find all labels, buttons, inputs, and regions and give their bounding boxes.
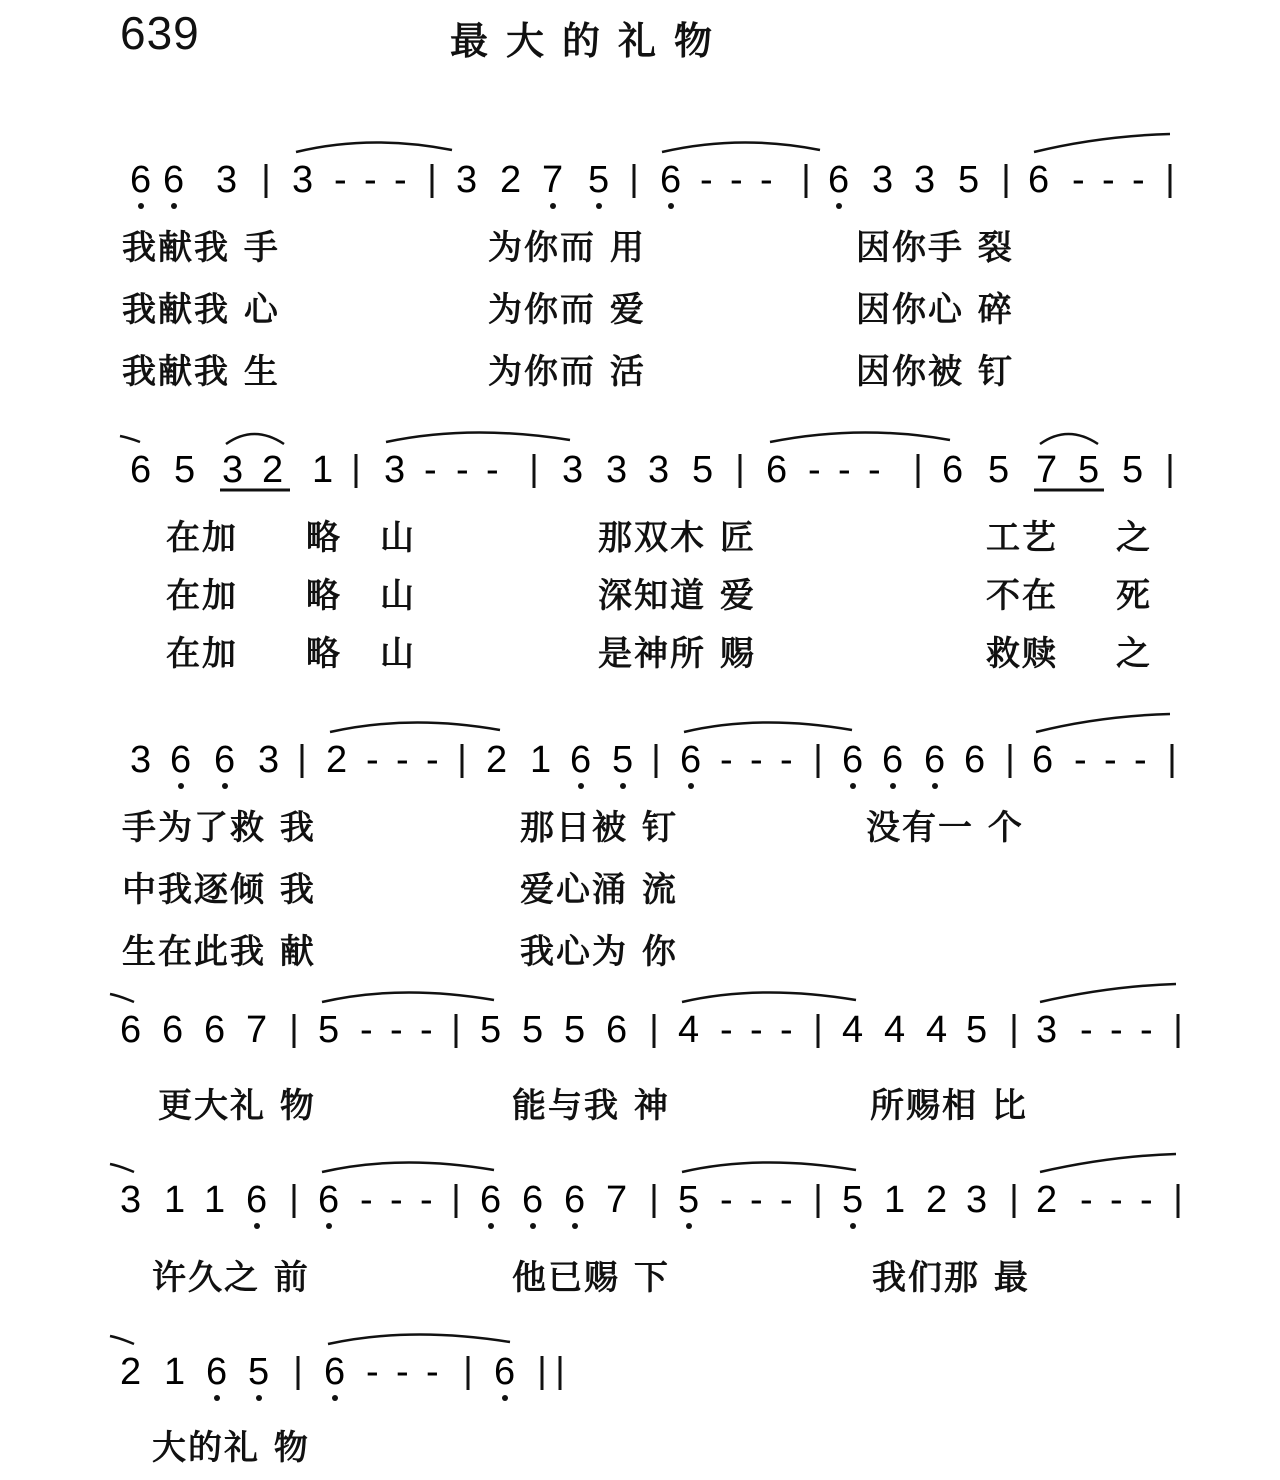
- note: 2: [486, 739, 508, 781]
- lyric-line: 略: [306, 634, 342, 674]
- note: 6: [120, 1009, 142, 1051]
- note: 5: [318, 1009, 340, 1051]
- note: 3: [562, 449, 584, 491]
- note: -: [780, 1009, 793, 1051]
- note: 3: [1036, 1009, 1058, 1051]
- note: 6: [680, 739, 702, 781]
- lyric-line: 更大礼 物: [158, 1086, 316, 1126]
- note: 5: [692, 449, 714, 491]
- lyric-line: 他已赐 下: [512, 1258, 670, 1298]
- note: -: [366, 1351, 379, 1393]
- note: -: [1110, 1179, 1123, 1221]
- note: -: [426, 1351, 439, 1393]
- notation-line-4: [0, 980, 1280, 1070]
- note: -: [1132, 159, 1145, 201]
- note: -: [1080, 1009, 1093, 1051]
- note: 3: [384, 449, 406, 491]
- note: -: [760, 159, 773, 201]
- note: -: [394, 159, 407, 201]
- lyric-line: 深知道 爱: [598, 576, 756, 616]
- note: -: [700, 159, 713, 201]
- tie-slurs: [296, 134, 1170, 152]
- hymn-number: 639: [120, 7, 200, 59]
- note: 3: [872, 159, 894, 201]
- lyric-line: 山: [380, 634, 416, 674]
- lyric-line: 我献我 心: [122, 290, 280, 330]
- octave-dots: [214, 1395, 508, 1401]
- tie-slurs: [110, 984, 1176, 1002]
- lyric-line: 爱心涌 流: [520, 870, 678, 910]
- note: 6: [766, 449, 788, 491]
- lyric-line: 我心为 你: [520, 932, 678, 972]
- note: 6: [206, 1351, 228, 1393]
- note: -: [780, 1179, 793, 1221]
- note: -: [780, 739, 793, 781]
- note: 3: [456, 159, 478, 201]
- note: -: [420, 1009, 433, 1051]
- lyric-line: 我献我 手: [122, 228, 280, 268]
- note: 4: [842, 1009, 864, 1051]
- lyric-line: 在加: [166, 634, 238, 674]
- note: 6: [964, 739, 986, 781]
- lyric-line: 为你而 用: [488, 228, 646, 268]
- tie-slurs: [120, 432, 1098, 444]
- note: 1: [164, 1179, 186, 1221]
- lyric-line: 工艺: [986, 518, 1058, 558]
- note: 3: [216, 159, 238, 201]
- lyric-line: 手为了救 我: [122, 808, 316, 848]
- note: -: [1104, 739, 1117, 781]
- note: 3: [130, 739, 152, 781]
- note: -: [720, 1179, 733, 1221]
- note: 5: [588, 159, 610, 201]
- note: 5: [522, 1009, 544, 1051]
- lyric-line: 能与我 神: [512, 1086, 670, 1126]
- note: 6: [828, 159, 850, 201]
- note: -: [750, 739, 763, 781]
- note: -: [808, 449, 821, 491]
- note: -: [720, 739, 733, 781]
- note: -: [426, 739, 439, 781]
- note: 6: [130, 449, 152, 491]
- note: 7: [246, 1009, 268, 1051]
- lyric-line: 在加: [166, 576, 238, 616]
- note: 5: [988, 449, 1010, 491]
- lyric-line: 因你手 裂: [856, 228, 1014, 268]
- note: 5: [612, 739, 634, 781]
- note: 5: [480, 1009, 502, 1051]
- tie-slurs: [330, 714, 1170, 732]
- note: -: [360, 1009, 373, 1051]
- note: 6: [204, 1009, 226, 1051]
- note: -: [1134, 739, 1147, 781]
- lyric-line: 为你而 活: [488, 352, 646, 392]
- note: -: [730, 159, 743, 201]
- note: 3: [966, 1179, 988, 1221]
- note: 6: [163, 159, 185, 201]
- note: -: [750, 1179, 763, 1221]
- lyric-line: 我献我 生: [122, 352, 280, 392]
- note: 6: [522, 1179, 544, 1221]
- note: 7: [542, 159, 564, 201]
- octave-dots: [178, 783, 938, 789]
- lyric-line: 那双木 匠: [598, 518, 756, 558]
- note: 7: [606, 1179, 628, 1221]
- lyric-line: 山: [380, 576, 416, 616]
- lyric-line: 死: [1116, 576, 1152, 616]
- note: 3: [120, 1179, 142, 1221]
- note: -: [1102, 159, 1115, 201]
- lyric-line: 山: [380, 518, 416, 558]
- note: 5: [966, 1009, 988, 1051]
- note: 2: [120, 1351, 142, 1393]
- lyric-line: 所赐相 比: [870, 1086, 1028, 1126]
- note: 5: [248, 1351, 270, 1393]
- note: 6: [882, 739, 904, 781]
- note: 1: [530, 739, 552, 781]
- note: -: [838, 449, 851, 491]
- note: 6: [162, 1009, 184, 1051]
- note: 6: [246, 1179, 268, 1221]
- note: -: [750, 1009, 763, 1051]
- note: 6: [318, 1179, 340, 1221]
- lyric-line: 中我逐倾 我: [122, 870, 316, 910]
- notation-line-6: [0, 1322, 1280, 1412]
- note: -: [366, 739, 379, 781]
- note: -: [420, 1179, 433, 1221]
- hymn-title: 最大的礼物: [450, 19, 731, 63]
- lyric-line: 之: [1116, 518, 1152, 558]
- note: 6: [942, 449, 964, 491]
- note: 7: [1036, 449, 1058, 491]
- note: 5: [174, 449, 196, 491]
- tie-slurs: [110, 1154, 1176, 1172]
- note: 5: [564, 1009, 586, 1051]
- note: 6: [1028, 159, 1050, 201]
- note: 6: [924, 739, 946, 781]
- note: -: [396, 1351, 409, 1393]
- lyric-line: 之: [1116, 634, 1152, 674]
- lyric-line: 那日被 钉: [520, 808, 678, 848]
- note: 5: [958, 159, 980, 201]
- lyric-line: 因你被 钉: [856, 352, 1014, 392]
- note: 2: [262, 449, 284, 491]
- note: 5: [1078, 449, 1100, 491]
- note: 2: [326, 739, 348, 781]
- note: -: [1072, 159, 1085, 201]
- note: 3: [258, 739, 280, 781]
- note: 6: [570, 739, 592, 781]
- note: -: [390, 1009, 403, 1051]
- lyric-line: 我们那 最: [872, 1258, 1030, 1298]
- note: 4: [926, 1009, 948, 1051]
- notation-line-2: [0, 420, 1280, 510]
- note: 3: [222, 449, 244, 491]
- lyric-line: 大的礼 物: [152, 1428, 310, 1468]
- tie-slurs: [110, 1334, 510, 1344]
- note: -: [390, 1179, 403, 1221]
- note: -: [1140, 1009, 1153, 1051]
- note: 3: [292, 159, 314, 201]
- note: 1: [312, 449, 334, 491]
- lyric-line: 略: [306, 518, 342, 558]
- notation-line-5: [0, 1150, 1280, 1240]
- note: 6: [660, 159, 682, 201]
- note: -: [720, 1009, 733, 1051]
- lyric-line: 在加: [166, 518, 238, 558]
- lyric-line: 是神所 赐: [598, 634, 756, 674]
- note: 6: [480, 1179, 502, 1221]
- note: 2: [500, 159, 522, 201]
- note: -: [334, 159, 347, 201]
- note: -: [1074, 739, 1087, 781]
- note: -: [868, 449, 881, 491]
- note: -: [364, 159, 377, 201]
- octave-dots: [138, 203, 842, 209]
- note: 2: [926, 1179, 948, 1221]
- lyric-line: 许久之 前: [152, 1258, 310, 1298]
- lyric-line: 不在: [986, 576, 1058, 616]
- note: -: [456, 449, 469, 491]
- lyric-line: 救赎: [986, 634, 1058, 674]
- note: 3: [914, 159, 936, 201]
- note: -: [1080, 1179, 1093, 1221]
- note: 1: [884, 1179, 906, 1221]
- note: -: [486, 449, 499, 491]
- notation-line-1: [0, 130, 1280, 220]
- lyric-line: 生在此我 献: [122, 932, 316, 972]
- note: -: [1110, 1009, 1123, 1051]
- note: 5: [678, 1179, 700, 1221]
- note: 6: [494, 1351, 516, 1393]
- note: 3: [648, 449, 670, 491]
- note: 2: [1036, 1179, 1058, 1221]
- note: 6: [130, 159, 152, 201]
- note: 5: [1122, 449, 1144, 491]
- note: 6: [564, 1179, 586, 1221]
- note: 6: [842, 739, 864, 781]
- lyric-line: 因你心 碎: [856, 290, 1014, 330]
- notation-line-3: [0, 710, 1280, 800]
- note: 6: [214, 739, 236, 781]
- note: -: [1140, 1179, 1153, 1221]
- note: 4: [678, 1009, 700, 1051]
- note: 6: [606, 1009, 628, 1051]
- note: 4: [884, 1009, 906, 1051]
- note: -: [396, 739, 409, 781]
- note: 3: [606, 449, 628, 491]
- lyric-line: 略: [306, 576, 342, 616]
- note: 1: [204, 1179, 226, 1221]
- note: 6: [1032, 739, 1054, 781]
- note: -: [424, 449, 437, 491]
- note: 5: [842, 1179, 864, 1221]
- note: 6: [170, 739, 192, 781]
- note: 1: [164, 1351, 186, 1393]
- octave-dots: [254, 1223, 856, 1229]
- lyric-line: 为你而 爱: [488, 290, 646, 330]
- lyric-line: 没有一 个: [866, 808, 1024, 848]
- note: -: [360, 1179, 373, 1221]
- note: 6: [324, 1351, 346, 1393]
